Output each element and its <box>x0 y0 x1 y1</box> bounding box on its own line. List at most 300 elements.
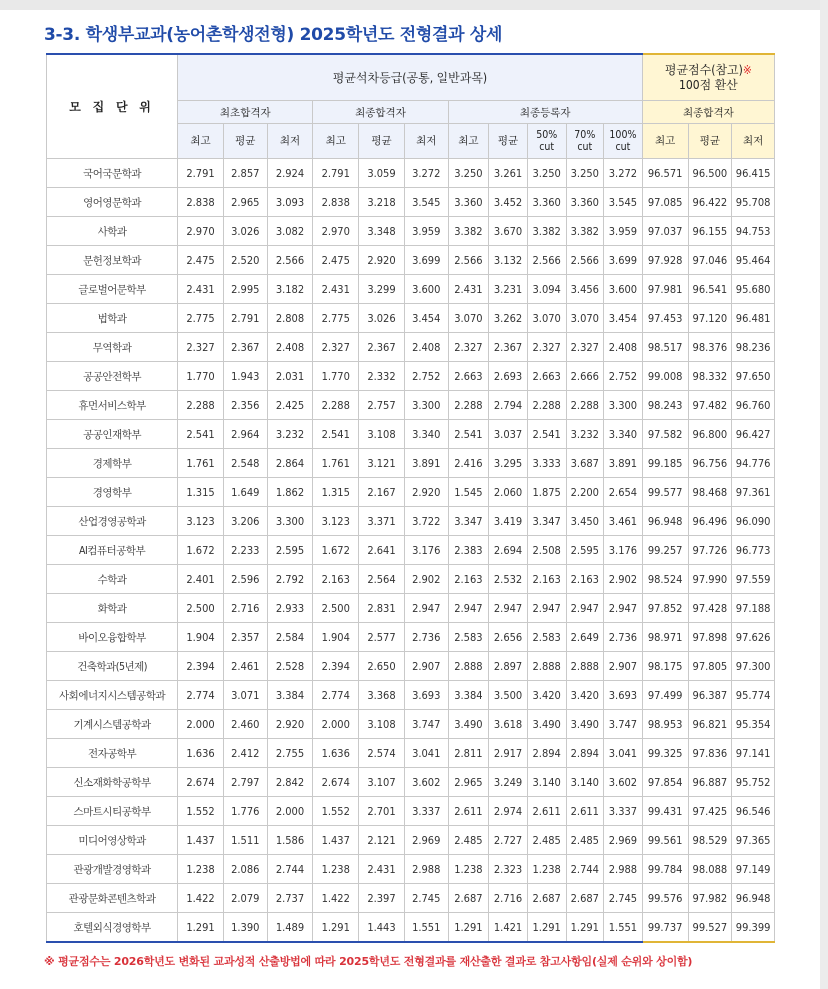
table-cell: 97.928 <box>642 246 688 275</box>
table-cell: 97.482 <box>688 391 732 420</box>
table-cell: 2.794 <box>489 391 528 420</box>
table-cell: 97.898 <box>688 623 732 652</box>
table-cell: 2.755 <box>267 739 313 768</box>
table-cell: 97.428 <box>688 594 732 623</box>
table-cell: 2.583 <box>448 623 489 652</box>
unit-name: 국어국문학과 <box>47 159 178 188</box>
table-cell: 3.295 <box>489 449 528 478</box>
table-cell: 1.551 <box>604 913 643 943</box>
table-cell: 96.155 <box>688 217 732 246</box>
unit-name: 건축학과(5년제) <box>47 652 178 681</box>
table-cell: 3.452 <box>489 188 528 217</box>
table-cell: 2.394 <box>178 652 224 681</box>
unit-name: 화학과 <box>47 594 178 623</box>
table-cell: 1.649 <box>223 478 267 507</box>
table-cell: 2.200 <box>566 478 604 507</box>
table-cell: 1.422 <box>178 884 224 913</box>
table-cell: 2.857 <box>223 159 267 188</box>
table-cell: 3.490 <box>527 710 566 739</box>
table-cell: 3.454 <box>404 304 448 333</box>
scrollbar-track[interactable] <box>820 0 828 989</box>
table-cell: 94.753 <box>732 217 775 246</box>
table-cell: 3.070 <box>566 304 604 333</box>
table-cell: 2.650 <box>359 652 405 681</box>
table-cell: 98.529 <box>688 826 732 855</box>
table-cell: 1.552 <box>313 797 359 826</box>
table-cell: 3.420 <box>566 681 604 710</box>
table-cell: 2.888 <box>527 652 566 681</box>
table-cell: 2.666 <box>566 362 604 391</box>
table-cell: 1.770 <box>313 362 359 391</box>
table-cell: 2.595 <box>566 536 604 565</box>
table-cell: 3.121 <box>359 449 405 478</box>
unit-name: 문헌정보학과 <box>47 246 178 275</box>
table-row <box>47 565 775 594</box>
table-cell: 1.291 <box>566 913 604 943</box>
table-cell: 2.920 <box>359 246 405 275</box>
table-cell: 99.576 <box>642 884 688 913</box>
table-cell: 3.218 <box>359 188 405 217</box>
table-cell: 1.315 <box>178 478 224 507</box>
table-cell: 2.595 <box>267 536 313 565</box>
table-cell: 2.947 <box>527 594 566 623</box>
table-cell: 2.775 <box>313 304 359 333</box>
unit-name: 전자공학부 <box>47 739 178 768</box>
table-cell: 97.046 <box>688 246 732 275</box>
table-row <box>47 159 775 188</box>
table-cell: 95.354 <box>732 710 775 739</box>
table-cell: 96.500 <box>688 159 732 188</box>
table-cell: 2.811 <box>448 739 489 768</box>
table-cell: 3.070 <box>527 304 566 333</box>
table-cell: 97.852 <box>642 594 688 623</box>
table-cell: 2.716 <box>489 884 528 913</box>
table-cell: 98.236 <box>732 333 775 362</box>
table-cell: 2.288 <box>448 391 489 420</box>
unit-name: 관광개발경영학과 <box>47 855 178 884</box>
table-cell: 2.737 <box>267 884 313 913</box>
column-header: 평균 <box>359 124 405 159</box>
table-cell: 3.490 <box>448 710 489 739</box>
table-cell: 2.475 <box>178 246 224 275</box>
table-cell: 3.272 <box>404 159 448 188</box>
table-cell: 97.982 <box>688 884 732 913</box>
table-cell: 2.356 <box>223 391 267 420</box>
table-cell: 3.250 <box>566 159 604 188</box>
table-cell: 3.490 <box>566 710 604 739</box>
table-cell: 3.371 <box>359 507 405 536</box>
table-cell: 2.367 <box>223 333 267 362</box>
table-cell: 1.551 <box>404 913 448 943</box>
table-cell: 2.933 <box>267 594 313 623</box>
table-cell: 2.792 <box>267 565 313 594</box>
table-cell: 3.272 <box>604 159 643 188</box>
table-cell: 1.291 <box>178 913 224 943</box>
unit-name: 경제학부 <box>47 449 178 478</box>
table-cell: 2.577 <box>359 623 405 652</box>
table-cell: 98.175 <box>642 652 688 681</box>
table-cell: 1.904 <box>313 623 359 652</box>
column-header: 평균 <box>489 124 528 159</box>
table-cell: 3.071 <box>223 681 267 710</box>
table-cell: 3.123 <box>313 507 359 536</box>
table-cell: 96.773 <box>732 536 775 565</box>
table-cell: 1.761 <box>178 449 224 478</box>
table-cell: 2.920 <box>267 710 313 739</box>
table-row <box>47 420 775 449</box>
table-cell: 2.327 <box>313 333 359 362</box>
table-cell: 2.416 <box>448 449 489 478</box>
table-cell: 2.485 <box>566 826 604 855</box>
table-cell: 98.376 <box>688 333 732 362</box>
table-cell: 3.250 <box>448 159 489 188</box>
table-cell: 1.904 <box>178 623 224 652</box>
table-cell: 2.995 <box>223 275 267 304</box>
table-cell: 2.924 <box>267 159 313 188</box>
table-cell: 97.085 <box>642 188 688 217</box>
table-cell: 2.745 <box>604 884 643 913</box>
table-cell: 3.500 <box>489 681 528 710</box>
table-row <box>47 768 775 797</box>
table-cell: 1.636 <box>178 739 224 768</box>
table-cell: 1.770 <box>178 362 224 391</box>
table-cell: 2.412 <box>223 739 267 768</box>
unit-name: 신소재화학공학부 <box>47 768 178 797</box>
table-row <box>47 478 775 507</box>
table-cell: 3.108 <box>359 420 405 449</box>
table-cell: 3.070 <box>448 304 489 333</box>
table-cell: 97.149 <box>732 855 775 884</box>
table-cell: 3.699 <box>604 246 643 275</box>
table-cell: 95.774 <box>732 681 775 710</box>
column-header: 최고 <box>313 124 359 159</box>
table-cell: 2.000 <box>267 797 313 826</box>
table-cell: 98.243 <box>642 391 688 420</box>
table-cell: 3.347 <box>527 507 566 536</box>
table-cell: 2.838 <box>313 188 359 217</box>
column-header: 최고 <box>448 124 489 159</box>
table-row <box>47 855 775 884</box>
column-header: 최저 <box>267 124 313 159</box>
table-cell: 2.744 <box>566 855 604 884</box>
table-cell: 1.238 <box>313 855 359 884</box>
table-cell: 2.408 <box>267 333 313 362</box>
table-cell: 2.791 <box>223 304 267 333</box>
footnote: ※ 평균점수는 2026학년도 변화된 교과성적 산출방법에 따라 2025학년도 전형결과를 재산출한 결과로 참고사항임(실제 순위와 상이함) <box>44 955 693 968</box>
table-cell: 3.600 <box>604 275 643 304</box>
table-cell: 98.517 <box>642 333 688 362</box>
table-cell: 99.008 <box>642 362 688 391</box>
table-cell: 1.238 <box>448 855 489 884</box>
table-cell: 2.584 <box>267 623 313 652</box>
table-cell: 2.917 <box>489 739 528 768</box>
table-cell: 3.747 <box>604 710 643 739</box>
table-cell: 3.382 <box>566 217 604 246</box>
table-cell: 1.776 <box>223 797 267 826</box>
table-cell: 2.902 <box>604 565 643 594</box>
table-row <box>47 913 775 943</box>
table-cell: 3.206 <box>223 507 267 536</box>
unit-name: 경영학부 <box>47 478 178 507</box>
table-cell: 2.888 <box>448 652 489 681</box>
table-cell: 95.464 <box>732 246 775 275</box>
table-cell: 2.611 <box>448 797 489 826</box>
table-cell: 2.323 <box>489 855 528 884</box>
table-row <box>47 826 775 855</box>
table-cell: 2.327 <box>566 333 604 362</box>
table-cell: 3.959 <box>404 217 448 246</box>
column-header: 최저 <box>404 124 448 159</box>
table-cell: 2.397 <box>359 884 405 913</box>
table-cell: 96.387 <box>688 681 732 710</box>
table-cell: 3.384 <box>267 681 313 710</box>
table-row <box>47 391 775 420</box>
table-cell: 2.687 <box>566 884 604 913</box>
table-cell: 2.611 <box>527 797 566 826</box>
table-cell: 2.425 <box>267 391 313 420</box>
table-row <box>47 507 775 536</box>
table-cell: 2.163 <box>448 565 489 594</box>
table-cell: 98.971 <box>642 623 688 652</box>
table-cell: 2.791 <box>178 159 224 188</box>
unit-name: 영어영문학과 <box>47 188 178 217</box>
table-cell: 2.394 <box>313 652 359 681</box>
table-cell: 97.981 <box>642 275 688 304</box>
table-cell: 1.390 <box>223 913 267 943</box>
table-cell: 3.600 <box>404 275 448 304</box>
table-cell: 3.231 <box>489 275 528 304</box>
table-cell: 2.564 <box>359 565 405 594</box>
table-cell: 96.948 <box>732 884 775 913</box>
table-cell: 3.337 <box>404 797 448 826</box>
table-cell: 96.496 <box>688 507 732 536</box>
table-cell: 3.693 <box>604 681 643 710</box>
table-cell: 2.970 <box>178 217 224 246</box>
table-cell: 96.821 <box>688 710 732 739</box>
table-cell: 96.948 <box>642 507 688 536</box>
table-cell: 2.988 <box>404 855 448 884</box>
table-cell: 3.037 <box>489 420 528 449</box>
unit-name: 공공안전학부 <box>47 362 178 391</box>
table-cell: 2.727 <box>489 826 528 855</box>
column-header: 최저 <box>732 124 775 159</box>
table-cell: 1.545 <box>448 478 489 507</box>
table-cell: 1.238 <box>178 855 224 884</box>
unit-name: 사회에너지시스템공학과 <box>47 681 178 710</box>
table-cell: 2.701 <box>359 797 405 826</box>
table-cell: 2.060 <box>489 478 528 507</box>
table-cell: 3.454 <box>604 304 643 333</box>
table-cell: 3.747 <box>404 710 448 739</box>
unit-name: 바이오융합학부 <box>47 623 178 652</box>
table-cell: 99.577 <box>642 478 688 507</box>
table-cell: 2.485 <box>527 826 566 855</box>
table-cell: 1.421 <box>489 913 528 943</box>
table-cell: 2.288 <box>566 391 604 420</box>
table-cell: 3.602 <box>404 768 448 797</box>
table-cell: 3.360 <box>566 188 604 217</box>
table-cell: 2.969 <box>404 826 448 855</box>
table-cell: 1.489 <box>267 913 313 943</box>
table-cell: 2.121 <box>359 826 405 855</box>
unit-name: 산업경영공학과 <box>47 507 178 536</box>
table-cell: 3.300 <box>604 391 643 420</box>
table-cell: 3.041 <box>604 739 643 768</box>
table-cell: 2.086 <box>223 855 267 884</box>
column-header: 평균 <box>688 124 732 159</box>
table-cell: 3.420 <box>527 681 566 710</box>
table-cell: 2.641 <box>359 536 405 565</box>
table-cell: 2.031 <box>267 362 313 391</box>
table-cell: 96.756 <box>688 449 732 478</box>
table-cell: 2.947 <box>448 594 489 623</box>
table-cell: 2.674 <box>178 768 224 797</box>
table-cell: 97.037 <box>642 217 688 246</box>
table-cell: 97.300 <box>732 652 775 681</box>
table-cell: 2.907 <box>404 652 448 681</box>
table-cell: 3.360 <box>527 188 566 217</box>
table-cell: 99.325 <box>642 739 688 768</box>
table-cell: 2.500 <box>178 594 224 623</box>
table-cell: 1.315 <box>313 478 359 507</box>
table-cell: 2.902 <box>404 565 448 594</box>
table-cell: 3.262 <box>489 304 528 333</box>
table-cell: 96.422 <box>688 188 732 217</box>
table-cell: 3.693 <box>404 681 448 710</box>
table-cell: 1.943 <box>223 362 267 391</box>
table-cell: 97.559 <box>732 565 775 594</box>
table-cell: 2.541 <box>448 420 489 449</box>
table-cell: 97.361 <box>732 478 775 507</box>
table-cell: 2.969 <box>604 826 643 855</box>
table-cell: 2.965 <box>223 188 267 217</box>
table-cell: 2.327 <box>178 333 224 362</box>
table-cell: 96.090 <box>732 507 775 536</box>
table-cell: 2.920 <box>404 478 448 507</box>
table-cell: 97.726 <box>688 536 732 565</box>
table-cell: 2.663 <box>448 362 489 391</box>
table-cell: 2.611 <box>566 797 604 826</box>
table-cell: 3.382 <box>448 217 489 246</box>
table-cell: 96.415 <box>732 159 775 188</box>
table-row <box>47 594 775 623</box>
table-cell: 3.340 <box>404 420 448 449</box>
unit-name: 법학과 <box>47 304 178 333</box>
table-cell: 3.107 <box>359 768 405 797</box>
table-cell: 2.947 <box>604 594 643 623</box>
table-cell: 3.545 <box>404 188 448 217</box>
table-cell: 97.188 <box>732 594 775 623</box>
table-cell: 1.586 <box>267 826 313 855</box>
table-cell: 2.566 <box>448 246 489 275</box>
table-cell: 1.875 <box>527 478 566 507</box>
subgroup-score-final-pass: 최종합격자 <box>642 101 774 124</box>
table-cell: 2.654 <box>604 478 643 507</box>
table-cell: 3.670 <box>489 217 528 246</box>
table-cell: 2.500 <box>313 594 359 623</box>
table-cell: 98.332 <box>688 362 732 391</box>
table-cell: 3.348 <box>359 217 405 246</box>
table-cell: 2.541 <box>178 420 224 449</box>
table-cell: 2.687 <box>448 884 489 913</box>
table-cell: 2.694 <box>489 536 528 565</box>
table-cell: 2.408 <box>604 333 643 362</box>
table-cell: 2.574 <box>359 739 405 768</box>
table-cell: 97.805 <box>688 652 732 681</box>
table-cell: 2.583 <box>527 623 566 652</box>
table-cell: 1.443 <box>359 913 405 943</box>
table-cell: 2.716 <box>223 594 267 623</box>
unit-name: 공공인재학부 <box>47 420 178 449</box>
table-cell: 3.261 <box>489 159 528 188</box>
table-cell: 3.232 <box>566 420 604 449</box>
table-cell: 2.508 <box>527 536 566 565</box>
table-cell: 2.674 <box>313 768 359 797</box>
table-cell: 96.887 <box>688 768 732 797</box>
table-cell: 2.649 <box>566 623 604 652</box>
table-cell: 2.383 <box>448 536 489 565</box>
table-cell: 3.232 <box>267 420 313 449</box>
table-row <box>47 623 775 652</box>
column-header: 70% cut <box>566 124 604 159</box>
unit-name: 사학과 <box>47 217 178 246</box>
unit-name: 호텔외식경영학부 <box>47 913 178 943</box>
table-cell: 1.552 <box>178 797 224 826</box>
table-cell: 99.257 <box>642 536 688 565</box>
table-cell: 2.774 <box>178 681 224 710</box>
table-row <box>47 188 775 217</box>
table-cell: 2.894 <box>566 739 604 768</box>
column-header: 최고 <box>178 124 224 159</box>
table-cell: 3.382 <box>527 217 566 246</box>
table-cell: 3.722 <box>404 507 448 536</box>
table-cell: 2.163 <box>313 565 359 594</box>
top-edge <box>0 0 828 10</box>
table-cell: 2.566 <box>566 246 604 275</box>
table-cell: 3.360 <box>448 188 489 217</box>
table-cell: 99.737 <box>642 913 688 943</box>
table-cell: 2.548 <box>223 449 267 478</box>
unit-name: 글로벌어문학부 <box>47 275 178 304</box>
table-cell: 3.132 <box>489 246 528 275</box>
table-cell: 2.327 <box>448 333 489 362</box>
table-cell: 97.141 <box>732 739 775 768</box>
table-cell: 1.291 <box>448 913 489 943</box>
table-cell: 2.596 <box>223 565 267 594</box>
table-cell: 97.626 <box>732 623 775 652</box>
table-cell: 2.774 <box>313 681 359 710</box>
table-cell: 2.520 <box>223 246 267 275</box>
table-cell: 3.891 <box>604 449 643 478</box>
unit-name: 스마트시티공학부 <box>47 797 178 826</box>
table-cell: 2.566 <box>527 246 566 275</box>
table-cell: 3.959 <box>604 217 643 246</box>
table-cell: 98.468 <box>688 478 732 507</box>
table-cell: 2.693 <box>489 362 528 391</box>
table-cell: 3.602 <box>604 768 643 797</box>
table-cell: 3.450 <box>566 507 604 536</box>
table-cell: 95.680 <box>732 275 775 304</box>
table-cell: 99.185 <box>642 449 688 478</box>
table-cell: 2.988 <box>604 855 643 884</box>
table-cell: 2.431 <box>448 275 489 304</box>
table-cell: 2.775 <box>178 304 224 333</box>
table-cell: 3.123 <box>178 507 224 536</box>
table-cell: 94.776 <box>732 449 775 478</box>
table-cell: 3.041 <box>404 739 448 768</box>
table-cell: 3.368 <box>359 681 405 710</box>
table-cell: 3.140 <box>527 768 566 797</box>
